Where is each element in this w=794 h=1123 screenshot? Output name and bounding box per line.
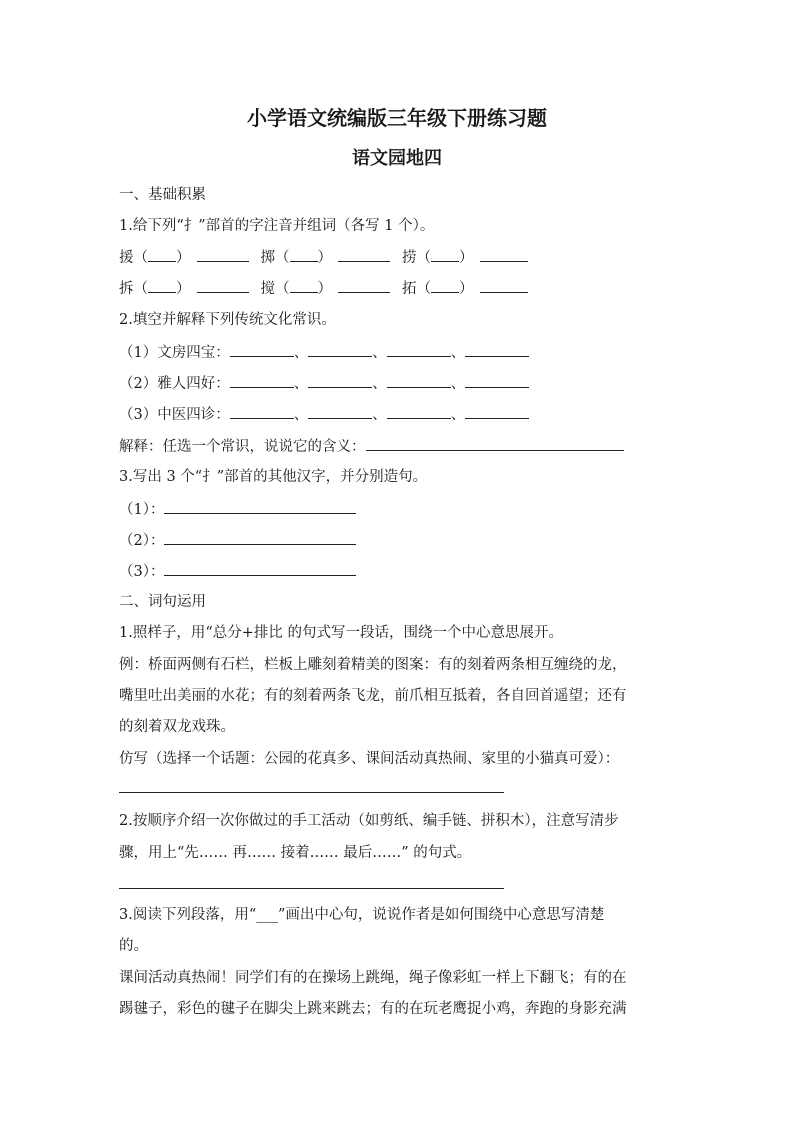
blank <box>230 341 294 357</box>
page-subtitle: 语文园地四 <box>352 148 442 169</box>
blank <box>197 277 249 293</box>
explain-row: 解释：任选一个常识，说说它的含义： <box>119 435 624 458</box>
fill-row: （2）雅人四好： 、 、 、 <box>119 372 529 395</box>
answer-line <box>119 792 504 793</box>
blank <box>148 277 176 293</box>
sentence-row: （3）： <box>119 560 356 583</box>
blank <box>230 372 294 388</box>
blank <box>338 277 390 293</box>
blank <box>465 341 529 357</box>
blank <box>480 277 528 293</box>
fill-row: （1）文房四宝： 、 、 、 <box>119 341 529 364</box>
blank <box>308 372 372 388</box>
char-label: 捞 <box>402 250 417 266</box>
section-heading: 二、词句运用 <box>119 594 206 610</box>
char-label: 搅 <box>260 281 275 297</box>
blank <box>338 246 390 262</box>
question-prompt: 3.阅读下列段落，用“___”画出中心句，说说作者是如何围绕中心意思写清楚 <box>119 907 605 923</box>
question-prompt: 骤，用上“先…… 再…… 接着…… 最后……” 的句式。 <box>119 845 472 861</box>
pinyin-row: 拆（ ） 搅（ ） 拓（ ） <box>119 277 528 300</box>
blank <box>308 341 372 357</box>
blank <box>148 246 176 262</box>
blank <box>290 277 318 293</box>
sentence-row: （1）： <box>119 498 356 521</box>
page-title: 小学语文统编版三年级下册练习题 <box>247 106 547 130</box>
blank <box>387 372 451 388</box>
section-heading: 一、基础积累 <box>119 187 206 203</box>
blank <box>290 246 318 262</box>
question-prompt: 1.照样子，用“总分+排比 的句式写一段话，围绕一个中心意思展开。 <box>119 625 564 641</box>
blank <box>164 529 356 545</box>
blank <box>387 403 451 419</box>
sentence-row: （2）： <box>119 529 356 552</box>
answer-line <box>119 888 504 889</box>
passage-line: 踢毽子，彩色的毽子在脚尖上跳来跳去；有的在玩老鹰捉小鸡，奔跑的身影充满 <box>119 1001 627 1017</box>
passage-line: 课间活动真热闹！同学们有的在操场上跳绳，绳子像彩虹一样上下翻飞；有的在 <box>119 970 627 986</box>
blank <box>164 498 356 514</box>
question-prompt: 的。 <box>119 938 148 954</box>
blank <box>230 403 294 419</box>
blank <box>308 403 372 419</box>
question-prompt: 3.写出 3 个“扌”部首的其他汉字，并分别造句。 <box>119 469 428 485</box>
blank <box>366 435 624 451</box>
question-prompt: 1.给下列“扌”部首的字注音并组词（各写 1 个）。 <box>119 218 435 234</box>
char-label: 拆 <box>119 281 134 297</box>
blank <box>465 372 529 388</box>
example-line: 例：桥面两侧有石栏，栏板上雕刻着精美的图案：有的刻着两条相互缠绕的龙， <box>119 657 627 673</box>
example-line: 的刻着双龙戏珠。 <box>119 719 235 735</box>
task-line: 仿写（选择一个话题：公园的花真多、课间活动真热闹、家里的小猫真可爱）： <box>119 751 620 767</box>
blank <box>387 341 451 357</box>
blank <box>431 246 459 262</box>
question-prompt: 2.按顺序介绍一次你做过的手工活动（如剪纸、编手链、拼积木），注意写清步 <box>119 813 619 829</box>
blank <box>431 277 459 293</box>
char-label: 援 <box>119 250 134 266</box>
question-prompt: 2.填空并解释下列传统文化常识。 <box>119 312 336 328</box>
blank <box>197 246 249 262</box>
pinyin-row: 援（ ） 掷（ ） 捞（ ） <box>119 246 528 269</box>
char-label: 掷 <box>260 250 275 266</box>
char-label: 拓 <box>402 281 417 297</box>
example-line: 嘴里吐出美丽的水花；有的刻着两条飞龙，前爪相互抵着，各自回首遥望；还有 <box>119 688 627 704</box>
blank <box>164 560 356 576</box>
blank <box>465 403 529 419</box>
blank <box>480 246 528 262</box>
fill-row: （3）中医四诊： 、 、 、 <box>119 403 529 426</box>
